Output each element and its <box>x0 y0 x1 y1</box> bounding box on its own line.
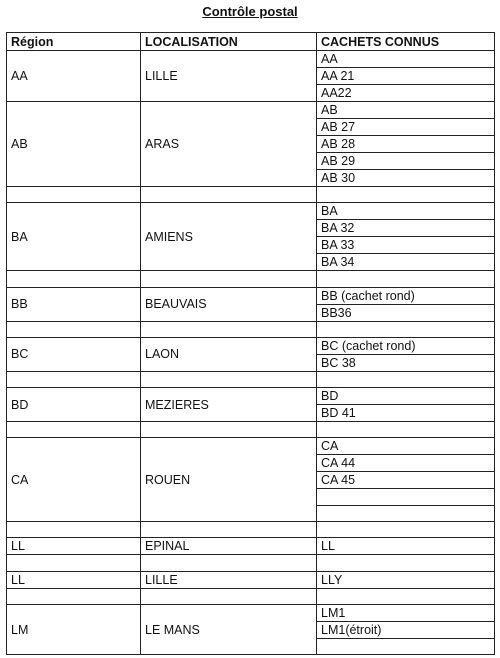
region-cell <box>7 271 141 287</box>
stamp-cell <box>317 187 495 203</box>
stamp-cell: LM1(étroit) <box>317 621 495 638</box>
region-cell: LL <box>7 538 141 555</box>
location-cell: LILLE <box>141 51 317 102</box>
stamp-cell: CA 44 <box>317 455 495 472</box>
table-row <box>7 538 495 555</box>
stamp-cell: BA 33 <box>317 237 495 254</box>
region-cell: AB <box>7 102 141 187</box>
stamp-cell <box>317 588 495 604</box>
column-header-stamps: CACHETS CONNUS <box>317 33 495 51</box>
region-cell: BC <box>7 337 141 371</box>
stamp-cell: AA22 <box>317 85 495 102</box>
location-cell <box>141 522 317 538</box>
region-cell: BB <box>7 287 141 321</box>
table-row <box>7 522 495 538</box>
stamp-cell: BC (cachet rond) <box>317 337 495 354</box>
stamp-cell <box>317 371 495 387</box>
stamp-cell: CA <box>317 438 495 455</box>
stamp-cell <box>317 555 495 571</box>
region-cell: LL <box>7 571 141 588</box>
location-cell: ARAS <box>141 102 317 187</box>
region-cell <box>7 371 141 387</box>
stamp-cell: CA 45 <box>317 472 495 489</box>
table-row <box>7 588 495 604</box>
table-row <box>7 422 495 438</box>
stamp-cell: BC 38 <box>317 354 495 371</box>
location-cell: EPINAL <box>141 538 317 555</box>
stamp-cell: LM1 <box>317 604 495 621</box>
stamp-cell: AB 29 <box>317 153 495 170</box>
region-cell: LM <box>7 604 141 654</box>
table-row <box>7 337 495 354</box>
column-header-region: Région <box>7 33 141 51</box>
location-cell: BEAUVAIS <box>141 287 317 321</box>
table-row <box>7 604 495 621</box>
stamp-cell: AB 28 <box>317 136 495 153</box>
region-cell: CA <box>7 438 141 522</box>
table-row <box>7 438 495 455</box>
table-row <box>7 271 495 287</box>
stamp-cell: BB (cachet rond) <box>317 287 495 304</box>
stamp-cell: BA 32 <box>317 220 495 237</box>
page-title: Contrôle postal <box>202 4 298 19</box>
table-row <box>7 571 495 588</box>
location-cell <box>141 187 317 203</box>
table-header-row <box>7 33 495 51</box>
stamp-cell: LL <box>317 538 495 555</box>
stamp-cell: AB 27 <box>317 119 495 136</box>
stamp-cell <box>317 638 495 654</box>
table-row <box>7 187 495 203</box>
location-cell: LAON <box>141 337 317 371</box>
stamp-cell: BA 34 <box>317 254 495 271</box>
region-cell <box>7 588 141 604</box>
region-cell <box>7 321 141 337</box>
location-cell <box>141 555 317 571</box>
stamp-cell: BB36 <box>317 304 495 321</box>
table-row <box>7 287 495 304</box>
table-row <box>7 555 495 571</box>
location-cell: MEZIERES <box>141 388 317 422</box>
table-row <box>7 203 495 220</box>
location-cell: LE MANS <box>141 604 317 654</box>
postal-control-table <box>6 32 495 655</box>
region-cell <box>7 187 141 203</box>
location-cell: ROUEN <box>141 438 317 522</box>
location-cell <box>141 422 317 438</box>
table-row <box>7 321 495 337</box>
stamp-cell: AA 21 <box>317 68 495 85</box>
region-cell: BA <box>7 203 141 271</box>
location-cell <box>141 271 317 287</box>
column-header-location: LOCALISATION <box>141 33 317 51</box>
stamp-cell <box>317 422 495 438</box>
location-cell: LILLE <box>141 571 317 588</box>
stamp-cell <box>317 321 495 337</box>
region-cell <box>7 555 141 571</box>
table-body <box>7 51 495 655</box>
stamp-cell: AB <box>317 102 495 119</box>
stamp-cell: LLY <box>317 571 495 588</box>
stamp-cell <box>317 505 495 521</box>
stamp-cell: AB 30 <box>317 170 495 187</box>
stamp-cell <box>317 271 495 287</box>
location-cell <box>141 588 317 604</box>
table-row <box>7 371 495 387</box>
stamp-cell: AA <box>317 51 495 68</box>
region-cell <box>7 522 141 538</box>
stamp-cell: BA <box>317 203 495 220</box>
stamp-cell: BD <box>317 388 495 405</box>
location-cell: AMIENS <box>141 203 317 271</box>
stamp-cell <box>317 522 495 538</box>
table-row <box>7 388 495 405</box>
location-cell <box>141 321 317 337</box>
stamp-cell <box>317 489 495 505</box>
location-cell <box>141 371 317 387</box>
stamp-cell: BD 41 <box>317 405 495 422</box>
table-row <box>7 51 495 68</box>
region-cell: AA <box>7 51 141 102</box>
table-row <box>7 102 495 119</box>
region-cell: BD <box>7 388 141 422</box>
region-cell <box>7 422 141 438</box>
